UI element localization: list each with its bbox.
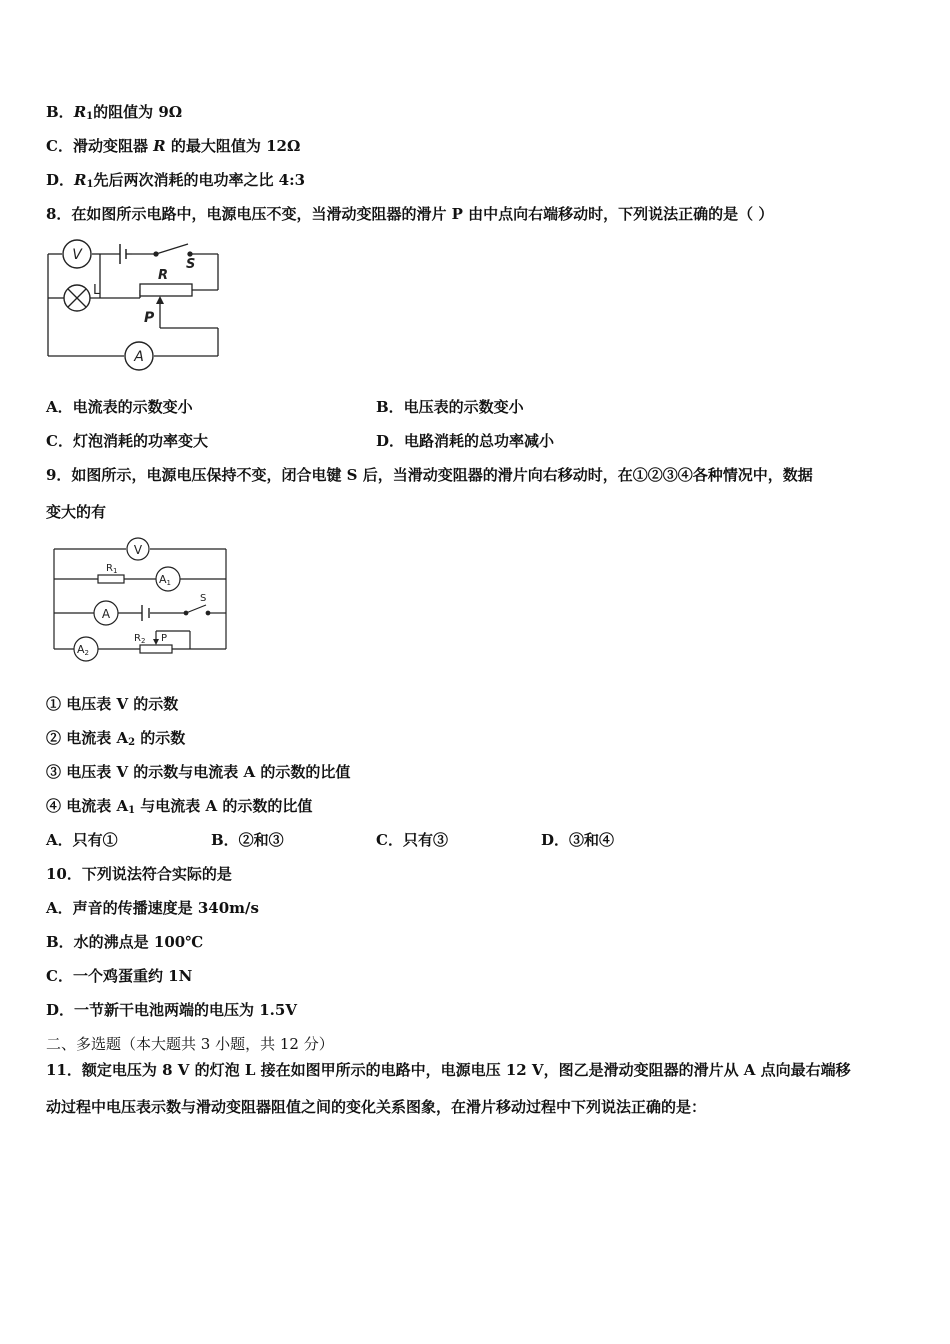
q11-stem-line2: 动过程中电压表示数与滑动变阻器阻值之间的变化关系图象，在滑片移动过程中下列说法正确的是： — [46, 1098, 707, 1116]
q9-circuit-diagram — [46, 535, 236, 663]
q9-item-4: ④ 电流表 $A_1$ 与电流表 A 的示数的比值 — [46, 797, 313, 816]
q8-slider-arrow — [156, 296, 164, 304]
q9-rheostat-r2 — [140, 645, 172, 653]
q8-option-c: C．灯泡消耗的功率变大 — [46, 432, 208, 450]
q9-stem-line1: 9．如图所示，电源电压保持不变，闭合电键 S 后，当滑动变阻器的滑片向右移动时，在①②③④各种情况中，数据 — [46, 466, 813, 484]
q8-option-b: B．电压表的示数变小 — [376, 398, 524, 416]
q8-lamp — [64, 285, 90, 311]
q9-resistor-r1 — [98, 575, 124, 583]
q9-option-a: A．只有① — [46, 831, 118, 849]
q9-stem-line2: 变大的有 — [46, 503, 107, 521]
q10-option-c: C．一个鸡蛋重约 1N — [46, 967, 193, 985]
q9-option-b: B．②和③ — [211, 831, 284, 849]
q8-option-a: A．电流表的示数变小 — [46, 398, 193, 416]
q9-item-2: ② 电流表 $A_2$ 的示数 — [46, 729, 186, 748]
q10-option-d: D．一节新干电池两端的电压为 1.5V — [46, 1001, 297, 1019]
q9-r2-label: $R_2$ — [134, 633, 146, 645]
q8-resistor-label: R — [158, 268, 169, 283]
q9-a1-label: A1 — [159, 573, 171, 587]
q9-switch-label: S — [200, 593, 207, 604]
q9-option-c: C．只有③ — [376, 831, 448, 849]
q8-lamp-label: L — [93, 283, 101, 298]
q9-r1-label: $R_1$ — [106, 563, 118, 575]
q9-ammeter-label: A — [101, 607, 111, 621]
q10-option-a: A．声音的传播速度是 340m/s — [46, 899, 259, 917]
q9-voltmeter-label: V — [133, 543, 143, 557]
q9-slider-arrow — [153, 639, 159, 645]
q9-item-3: ③ 电压表 V 的示数与电流表 A 的示数的比值 — [46, 763, 351, 781]
q9-battery — [142, 605, 149, 621]
section-2-title: 二、多选题（本大题共 3 小题，共 12 分） — [46, 1035, 334, 1053]
q8-switch-label: S — [186, 257, 196, 272]
q10-option-b: B．水的沸点是 100℃ — [46, 933, 204, 951]
q9-switch — [184, 605, 210, 615]
q8-circuit-diagram — [40, 232, 230, 372]
q11-stem-line1: 11．额定电压为 8 V 的灯泡 L 接在如图甲所示的电路中，电源电压 12 V，图乙是滑动变阻器的滑片从 A 点向最右端移 — [46, 1061, 851, 1079]
q7-option-c: C．滑动变阻器 R 的最大阻值为 12Ω — [46, 137, 301, 155]
q9-option-d: D．③和④ — [541, 831, 615, 849]
q7-option-d: D．$R_1$先后两次消耗的电功率之比 4:3 — [46, 171, 306, 190]
q10-stem: 10．下列说法符合实际的是 — [46, 865, 232, 883]
q9-item-1: ① 电压表 V 的示数 — [46, 695, 179, 713]
q8-rheostat — [140, 284, 192, 296]
q7-option-b: B．$R_1$的阻值为 9Ω — [46, 103, 183, 122]
q8-ammeter-label: A — [134, 349, 144, 365]
q9-slider-label: P — [161, 633, 168, 644]
q9-a2-label: A2 — [77, 643, 89, 657]
q8-stem: 8．在如图所示电路中，电源电压不变，当滑动变阻器的滑片 P 由中点向右端移动时，下列说法正确的是（ ） — [46, 205, 774, 223]
q8-slider-label: P — [144, 310, 155, 326]
q8-voltmeter-label: V — [72, 247, 82, 263]
q8-option-d: D．电路消耗的总功率减小 — [376, 432, 555, 450]
